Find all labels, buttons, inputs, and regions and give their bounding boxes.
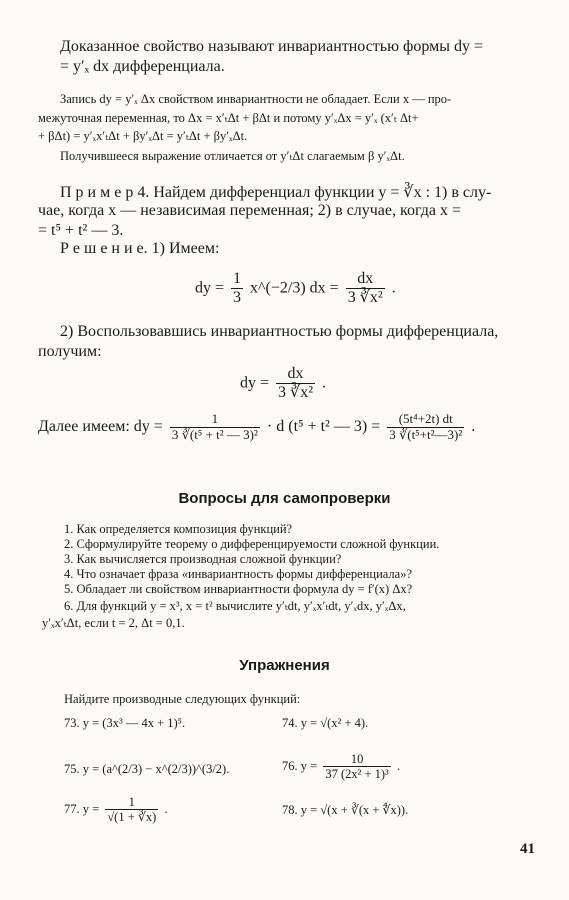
questions-heading: Вопросы для самопроверки (178, 490, 391, 507)
para-invariance-line2: = y′ₓ dx дифференциала. (60, 58, 225, 75)
para-record-line1: Запись dy = y′ₓ Δx свойством инвариантности не обладает. Если x — про- (60, 92, 452, 106)
eq1-lhs: dy = (195, 279, 225, 297)
equation-1: dy = $\frac{1}{3}$ x^(−2/3) dx = $\frac{dx}{\text{3 ∛x²}}$ . (195, 270, 396, 307)
question-5: 5. Обладает ли свойством инвариантности формула dy = f′(x) Δx? (64, 582, 413, 596)
para-invariance-line1: Доказанное свойство называют инвариантностью формы dy = (60, 38, 484, 55)
exercises-intro: Найдите производные следующих функций: (64, 692, 301, 706)
example4-line1: П р и м е р 4. Найдем дифференциал функции y = ∛x : 1) в слу- (60, 184, 492, 201)
question-2: 2. Сформулируйте теорему о дифференцируемости сложной функции. (64, 537, 440, 551)
example4-line3: = t⁵ + t² — 3. (38, 222, 124, 239)
example4-line2: чае, когда x — независимая переменная; 2) в случае, когда x = (38, 202, 461, 219)
equation-2: dy = $\frac{dx}{\text{3 ∛x²}}$ . (240, 365, 327, 402)
exercise-74: 74. y = √(x² + 4). (282, 716, 369, 730)
exercise-75: 75. y = (a^(2/3) − x^(2/3))^(3/2). (64, 762, 230, 776)
eq2-fraction: $\frac{dx}{\text{3 ∛x²}}$ (278, 365, 314, 402)
para-record-line2: межуточная переменная, то Δx = x′ₜΔt + βΔt и потому y′ₓΔx = y′ₓ (x′ₜ Δt+ (38, 111, 419, 125)
solution-heading: Р е ш е н и е. 1) Имеем: (60, 240, 220, 257)
exercises-heading: Упражнения (239, 657, 330, 674)
page-number: 41 (520, 841, 535, 857)
eq1-mid: x^(−2/3) dx = (250, 279, 339, 297)
para-record-line3: + βΔt) = y′ₓx′ₜΔt + βy′ₓΔt = y′ₜΔt + βy′ₓΔt. (38, 129, 248, 143)
eq3-fraction-2: $\frac{\text{(5t⁴+2t) dt}}{\text{3 ∛(t⁵+t²—3)²}}$ (389, 411, 463, 442)
exercise-73: 73. y = (3x³ — 4x + 1)⁵. (64, 716, 186, 730)
exercise-77: 77. y = $\frac{1}{√(1 + ∛x)}$ . (64, 795, 168, 825)
question-1: 1. Как определяется композиция функций? (64, 522, 293, 536)
eq1-coef: $\frac{1}{3}$ (233, 270, 242, 307)
eq1-fraction: $\frac{dx}{\text{3 ∛x²}}$ (347, 270, 383, 307)
para-second-line1: 2) Воспользовавшись инвариантностью формы дифференциала, (60, 323, 499, 340)
exercise-78: 78. y = √(x + ∛(x + ∜x)). (282, 803, 409, 817)
question-4: 4. Что означает фраза «инвариантность формы дифференциала»? (64, 567, 413, 581)
exercise-76: 76. y = $\frac{10}{\text{37 (2x² + 1)³}}$ . (282, 752, 401, 782)
para-second-line2: получим: (38, 343, 102, 360)
para-record-line4: Получившееся выражение отличается от y′ₜΔt слагаемым β y′ₓΔt. (60, 149, 405, 163)
question-3: 3. Как вычисляется производная сложной функции? (64, 552, 342, 566)
question-6-line2: y′ₓx′ₜΔt, если t = 2, Δt = 0,1. (42, 616, 185, 630)
eq3-fraction-1: $\frac{1}{\text{3 ∛(t⁵ + t² — 3)²}}$ (171, 411, 258, 442)
e77-fraction: $\frac{1}{√(1 + ∛x)}$ (107, 795, 157, 825)
equation-3: Далее имеем: dy = $\frac{1}{\text{3 ∛(t⁵ + t² — 3)²}}$ · d (t⁵ + t² — 3) = $\frac{\text{(5t⁴+2t) dt}}{\text{3 ∛(t⁵+t²—3)²}}$ . (38, 411, 476, 442)
e76-fraction: $\frac{10}{\text{37 (2x² + 1)³}}$ (325, 752, 389, 782)
question-6-line1: 6. Для функций y = x³, x = t² вычислите y′ₜdt, y′ₓx′ₜdt, y′ₓdx, y′ₓΔx, (64, 599, 406, 613)
